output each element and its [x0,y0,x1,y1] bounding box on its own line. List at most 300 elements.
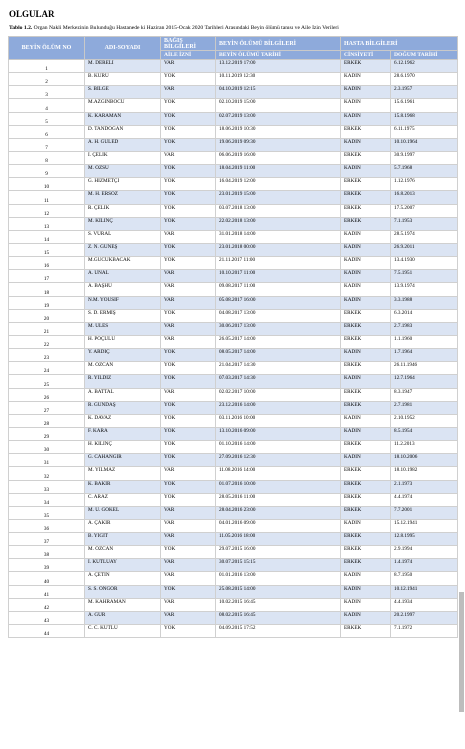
family-consent-cell: VAR [161,533,216,546]
brain-death-no-cell: 41 [9,585,85,598]
gender-cell: ERKEK [341,309,391,322]
brain-death-no-cell: 38 [9,546,85,559]
brain-death-date-cell: 01.07.2016 10:00 [216,480,341,493]
table-row [9,191,458,204]
brain-death-date-cell: 30.07.2015 15:15 [216,559,341,572]
name-cell: Z. N. GÜNEŞ [85,243,161,256]
table-row [9,572,458,585]
brain-death-date-cell: 10.02.2015 16:45 [216,598,341,611]
name-cell: A. H. GULED [85,138,161,151]
name-cell: G. CAHANGİR [85,454,161,467]
family-consent-cell: VAR [161,151,216,164]
family-consent-cell: YOK [161,165,216,178]
brain-death-no-cell: 14 [9,230,85,243]
name-cell: H. KILINÇ [85,441,161,454]
table-caption-label: Tablo 1.2. [9,25,33,31]
gender-cell: KADIN [341,243,391,256]
brain-death-date-cell: 21.11.2017 11:00 [216,257,341,270]
gender-cell: ERKEK [341,191,391,204]
table-row [9,112,458,125]
name-cell: C. C. KUTLU [85,625,161,638]
family-consent-cell: YOK [161,401,216,414]
brain-death-no-cell: 2 [9,73,85,86]
family-consent-cell: VAR [161,506,216,519]
table-row [9,598,458,611]
name-cell: G. HİZMETÇİ [85,178,161,191]
table-row [9,204,458,217]
brain-death-date-cell: 10.10.2017 11:00 [216,270,341,283]
brain-death-no-cell: 3 [9,86,85,99]
brain-death-no-cell: 35 [9,506,85,519]
gender-cell: ERKEK [341,217,391,230]
brain-death-no-cell: 19 [9,296,85,309]
birth-date-cell: 1.1.1960 [391,335,458,348]
brain-death-no-cell: 40 [9,572,85,585]
header-family-consent: AİLE İZNİ [161,51,216,60]
family-consent-cell: YOK [161,414,216,427]
gender-cell: KADIN [341,375,391,388]
family-consent-cell: VAR [161,86,216,99]
brain-death-date-cell: 02.02.2017 10:00 [216,388,341,401]
table-row [9,493,458,506]
name-cell: N.M. YOUSIF [85,296,161,309]
name-cell: M.AZGINBÖCÜ [85,99,161,112]
brain-death-date-cell: 23.01.2019 15:00 [216,191,341,204]
gender-cell: KADIN [341,73,391,86]
birth-date-cell: 4.4.1974 [391,493,458,506]
birth-date-cell: 18.10.2006 [391,454,458,467]
birth-date-cell: 17.5.2007 [391,204,458,217]
table-row [9,138,458,151]
gender-cell: ERKEK [341,625,391,638]
gender-cell: KADIN [341,454,391,467]
brain-death-date-cell: 02.07.2019 13:00 [216,112,341,125]
brain-death-date-cell: 28.04.2016 23:00 [216,506,341,519]
birth-date-cell: 1.12.1976 [391,178,458,191]
name-cell: K. KARAMAN [85,112,161,125]
name-cell: Y. ARDIÇ [85,349,161,362]
brain-death-no-cell: 30 [9,441,85,454]
family-consent-cell: YOK [161,243,216,256]
brain-death-date-cell: 31.01.2018 14:00 [216,230,341,243]
table-row [9,611,458,624]
name-cell: K. BAKIR [85,480,161,493]
name-cell: M. KAHRAMAN [85,598,161,611]
brain-death-no-cell: 20 [9,309,85,322]
table-row [9,427,458,440]
family-consent-cell: VAR [161,283,216,296]
table-row [9,533,458,546]
table-row [9,322,458,335]
gender-cell: KADIN [341,86,391,99]
family-consent-cell: VAR [161,230,216,243]
brain-death-no-cell: 23 [9,349,85,362]
birth-date-cell: 15.6.1961 [391,99,458,112]
birth-date-cell: 13.4.1930 [391,257,458,270]
family-consent-cell: VAR [161,467,216,480]
gender-cell: KADIN [341,99,391,112]
family-consent-cell: YOK [161,480,216,493]
brain-death-date-cell: 01.01.2016 13:00 [216,572,341,585]
family-consent-cell: YOK [161,585,216,598]
table-row [9,375,458,388]
gender-cell: KADIN [341,585,391,598]
family-consent-cell: YOK [161,375,216,388]
brain-death-no-cell: 42 [9,598,85,611]
name-cell: K. DAVAZ [85,414,161,427]
brain-death-date-cell: 26.05.2017 14:00 [216,335,341,348]
brain-death-no-cell: 7 [9,138,85,151]
brain-death-date-cell: 16.04.2019 12:00 [216,178,341,191]
name-cell: R. GÜNDAŞ [85,401,161,414]
family-consent-cell: VAR [161,519,216,532]
vertical-scrollbar[interactable] [459,592,464,712]
name-cell: A. GÜR [85,611,161,624]
header-brain-death-date: BEYİN ÖLÜMÜ TARİHİ [216,51,341,60]
table-row [9,362,458,375]
family-consent-cell: VAR [161,572,216,585]
table-row [9,335,458,348]
brain-death-no-cell: 24 [9,362,85,375]
table-row [9,86,458,99]
brain-death-no-cell: 39 [9,559,85,572]
family-consent-cell: YOK [161,73,216,86]
brain-death-date-cell: 05.08.2017 16:00 [216,296,341,309]
family-consent-cell: YOK [161,112,216,125]
birth-date-cell: 12.8.1995 [391,533,458,546]
birth-date-cell: 30.9.1997 [391,151,458,164]
header-brain-death-no: BEYİN ÖLÜM NO [9,37,85,60]
gender-cell: KADIN [341,611,391,624]
gender-cell: ERKEK [341,362,391,375]
table-row [9,309,458,322]
brain-death-no-cell: 6 [9,125,85,138]
header-gender: CİNSİYETİ [341,51,391,60]
birth-date-cell: 7.1.1953 [391,217,458,230]
birth-date-cell: 1.4.1974 [391,559,458,572]
birth-date-cell: 7.1.1972 [391,625,458,638]
birth-date-cell: 26.9.2011 [391,243,458,256]
table-row [9,625,458,638]
birth-date-cell: 15.12.1941 [391,519,458,532]
birth-date-cell: 2.3.1957 [391,86,458,99]
birth-date-cell: 10.12.1941 [391,585,458,598]
brain-death-no-cell: 22 [9,335,85,348]
family-consent-cell: YOK [161,493,216,506]
family-consent-cell: YOK [161,217,216,230]
birth-date-cell: 11.2.2013 [391,441,458,454]
family-consent-cell: YOK [161,546,216,559]
header-donation-info: BAĞIŞ BİLGİLERİ [161,37,216,51]
name-cell: H. POÇULU [85,335,161,348]
brain-death-date-cell: 06.06.2019 16:00 [216,151,341,164]
brain-death-date-cell: 13.10.2016 09:00 [216,427,341,440]
table-row [9,454,458,467]
table-caption [9,25,461,31]
table-row [9,506,458,519]
name-cell: M. H. ERSÖZ [85,191,161,204]
birth-date-cell: 2.1.1973 [391,480,458,493]
birth-date-cell: 15.8.1968 [391,112,458,125]
table-row [9,270,458,283]
header-patient-info: HASTA BİLGİLERİ [341,37,458,51]
brain-death-date-cell: 18.04.2019 11:00 [216,165,341,178]
brain-death-no-cell: 33 [9,480,85,493]
birth-date-cell: 16.8.2013 [391,191,458,204]
table-row [9,283,458,296]
table-row [9,99,458,112]
birth-date-cell: 3.3.1988 [391,296,458,309]
brain-death-date-cell: 04.08.2017 13:00 [216,309,341,322]
brain-death-no-cell: 8 [9,151,85,164]
family-consent-cell: YOK [161,309,216,322]
table-row [9,296,458,309]
family-consent-cell: VAR [161,270,216,283]
gender-cell: KADIN [341,427,391,440]
table-row [9,585,458,598]
gender-cell: KADIN [341,519,391,532]
family-consent-cell: VAR [161,388,216,401]
birth-date-cell: 6.11.1975 [391,125,458,138]
brain-death-no-cell: 16 [9,257,85,270]
gender-cell: KADIN [341,230,391,243]
birth-date-cell: 13.9.1974 [391,283,458,296]
birth-date-cell: 2.9.1994 [391,546,458,559]
gender-cell: ERKEK [341,506,391,519]
header-birth-date: DOĞUM TARİHİ [391,51,458,60]
gender-cell: ERKEK [341,125,391,138]
birth-date-cell: 8.3.1947 [391,388,458,401]
table-row [9,441,458,454]
brain-death-no-cell: 17 [9,270,85,283]
gender-cell: ERKEK [341,335,391,348]
family-consent-cell: YOK [161,99,216,112]
table-row [9,178,458,191]
birth-date-cell: 28.5.1974 [391,230,458,243]
gender-cell: ERKEK [341,493,391,506]
name-cell: İ. ÇELİK [85,151,161,164]
family-consent-cell: VAR [161,559,216,572]
brain-death-no-cell: 21 [9,322,85,335]
gender-cell: ERKEK [341,441,391,454]
gender-cell: KADIN [341,270,391,283]
table-row [9,414,458,427]
family-consent-cell: YOK [161,441,216,454]
family-consent-cell: YOK [161,427,216,440]
table-row [9,546,458,559]
brain-death-date-cell: 04.09.2015 17:52 [216,625,341,638]
gender-cell: KADIN [341,296,391,309]
brain-death-no-cell: 26 [9,388,85,401]
brain-death-date-cell: 09.08.2017 11:00 [216,283,341,296]
family-consent-cell: YOK [161,454,216,467]
brain-death-no-cell: 27 [9,401,85,414]
header-name: ADI-SOYADI [85,37,161,60]
gender-cell: ERKEK [341,480,391,493]
birth-date-cell: 8.5.1954 [391,427,458,440]
birth-date-cell: 26.11.1946 [391,362,458,375]
brain-death-date-cell: 21.04.2017 14:30 [216,362,341,375]
gender-cell: KADIN [341,572,391,585]
brain-death-date-cell: 13.12.2019 17:00 [216,60,341,73]
birth-date-cell: 8.7.1950 [391,572,458,585]
name-cell: R. YILDIZ [85,375,161,388]
brain-death-date-cell: 11.08.2016 14:00 [216,467,341,480]
name-cell: S. VURAL [85,230,161,243]
brain-death-no-cell: 34 [9,493,85,506]
brain-death-date-cell: 27.09.2016 12:30 [216,454,341,467]
brain-death-date-cell: 07.03.2017 14:30 [216,375,341,388]
name-cell: M. ULES [85,322,161,335]
brain-death-no-cell: 4 [9,99,85,112]
birth-date-cell: 20.2.1997 [391,611,458,624]
brain-death-no-cell: 32 [9,467,85,480]
brain-death-no-cell: 12 [9,204,85,217]
gender-cell: ERKEK [341,559,391,572]
gender-cell: KADIN [341,414,391,427]
brain-death-no-cell: 18 [9,283,85,296]
family-consent-cell: VAR [161,60,216,73]
brain-death-no-cell: 5 [9,112,85,125]
gender-cell: ERKEK [341,204,391,217]
brain-death-date-cell: 02.10.2019 15:00 [216,99,341,112]
table-caption-text: Organ Nakli Merkezinin Bulunduğu Hastanede ki Haziran 2015-Ocak 2020 Tarihleri Arasındaki Beyin ölümü tanısı ve Aile İzin Verileri [33,25,339,31]
gender-cell: ERKEK [341,178,391,191]
brain-death-date-cell: 23.01.2018 00:00 [216,243,341,256]
brain-death-no-cell: 11 [9,191,85,204]
name-cell: A. BATTAL [85,388,161,401]
name-cell: B. KURU [85,73,161,86]
brain-death-date-cell: 04.10.2019 12:15 [216,86,341,99]
family-consent-cell: YOK [161,204,216,217]
family-consent-cell: YOK [161,362,216,375]
gender-cell: ERKEK [341,151,391,164]
brain-death-date-cell: 03.11.2016 10:00 [216,414,341,427]
birth-date-cell: 18.10.1982 [391,467,458,480]
brain-death-no-cell: 37 [9,533,85,546]
gender-cell: KADIN [341,283,391,296]
table-body [9,60,458,638]
brain-death-date-cell: 11.05.2016 18:00 [216,533,341,546]
gender-cell: ERKEK [341,533,391,546]
birth-date-cell: 7.7.2001 [391,506,458,519]
birth-date-cell: 2.7.1983 [391,322,458,335]
name-cell: B. YİĞİT [85,533,161,546]
table-row [9,519,458,532]
table-row [9,388,458,401]
table-row [9,217,458,230]
brain-death-date-cell: 18.06.2019 10:30 [216,125,341,138]
brain-death-date-cell: 23.12.2016 14:00 [216,401,341,414]
family-consent-cell: VAR [161,322,216,335]
brain-death-date-cell: 08.02.2015 16:45 [216,611,341,624]
brain-death-date-cell: 28.05.2016 11:00 [216,493,341,506]
brain-death-date-cell: 29.07.2015 16:00 [216,546,341,559]
brain-death-no-cell: 43 [9,611,85,624]
brain-death-date-cell: 08.05.2017 14:00 [216,349,341,362]
birth-date-cell: 7.5.1951 [391,270,458,283]
family-consent-cell: YOK [161,138,216,151]
table-row [9,349,458,362]
name-cell: A. ÇETİN [85,572,161,585]
birth-date-cell: 1.7.1964 [391,349,458,362]
brain-death-date-cell: 30.06.2017 13:00 [216,322,341,335]
brain-death-no-cell: 28 [9,414,85,427]
table-row [9,73,458,86]
table-row [9,401,458,414]
table-row [9,257,458,270]
section-heading: OLGULAR [9,9,55,19]
birth-date-cell: 12.7.1964 [391,375,458,388]
brain-death-date-cell: 01.10.2016 14:00 [216,441,341,454]
name-cell: M. ÖZCAN [85,546,161,559]
table-row [9,151,458,164]
gender-cell: ERKEK [341,322,391,335]
gender-cell: KADIN [341,138,391,151]
birth-date-cell: 2.10.1952 [391,414,458,427]
gender-cell: ERKEK [341,467,391,480]
name-cell: S. S. ÖNGÖR [85,585,161,598]
brain-death-date-cell: 22.02.2018 13:00 [216,217,341,230]
name-cell: M. U. GÖKEL [85,506,161,519]
birth-date-cell: 2.7.1981 [391,401,458,414]
brain-death-date-cell: 10.11.2019 12:30 [216,73,341,86]
brain-death-no-cell: 31 [9,454,85,467]
table-row [9,60,458,73]
gender-cell: KADIN [341,165,391,178]
name-cell: S. D. ERMİŞ [85,309,161,322]
birth-date-cell: 10.10.1964 [391,138,458,151]
family-consent-cell: YOK [161,257,216,270]
gender-cell: ERKEK [341,388,391,401]
family-consent-cell: YOK [161,625,216,638]
brain-death-no-cell: 15 [9,243,85,256]
brain-death-no-cell: 10 [9,178,85,191]
brain-death-no-cell: 1 [9,60,85,73]
birth-date-cell: 6.3.2014 [391,309,458,322]
brain-death-no-cell: 36 [9,519,85,532]
gender-cell: KADIN [341,257,391,270]
family-consent-cell: VAR [161,598,216,611]
name-cell: M. ÖZCAN [85,362,161,375]
birth-date-cell: 28.6.1970 [391,73,458,86]
gender-cell: ERKEK [341,546,391,559]
brain-death-date-cell: 25.08.2015 14:00 [216,585,341,598]
birth-date-cell: 6.12.1962 [391,60,458,73]
name-cell: M. DERELİ [85,60,161,73]
name-cell: R. ÇELİK [85,204,161,217]
family-consent-cell: VAR [161,296,216,309]
name-cell: A. BAŞHU [85,283,161,296]
name-cell: D. TANDOĞAN [85,125,161,138]
birth-date-cell: 4.4.1934 [391,598,458,611]
name-cell: C. ARAZ [85,493,161,506]
birth-date-cell: 5.7.1968 [391,165,458,178]
name-cell: M. YILMAZ [85,467,161,480]
brain-death-no-cell: 29 [9,427,85,440]
table-row [9,559,458,572]
gender-cell: KADIN [341,349,391,362]
brain-death-date-cell: 04.01.2016 09:00 [216,519,341,532]
table-row [9,243,458,256]
table-row [9,125,458,138]
family-consent-cell: VAR [161,335,216,348]
brain-death-date-cell: 19.06.2019 09:30 [216,138,341,151]
brain-death-date-cell: 03.07.2018 13:00 [216,204,341,217]
name-cell: S. BİLGE [85,86,161,99]
name-cell: M.GÜCÜKBACAK [85,257,161,270]
name-cell: M. KILINÇ [85,217,161,230]
